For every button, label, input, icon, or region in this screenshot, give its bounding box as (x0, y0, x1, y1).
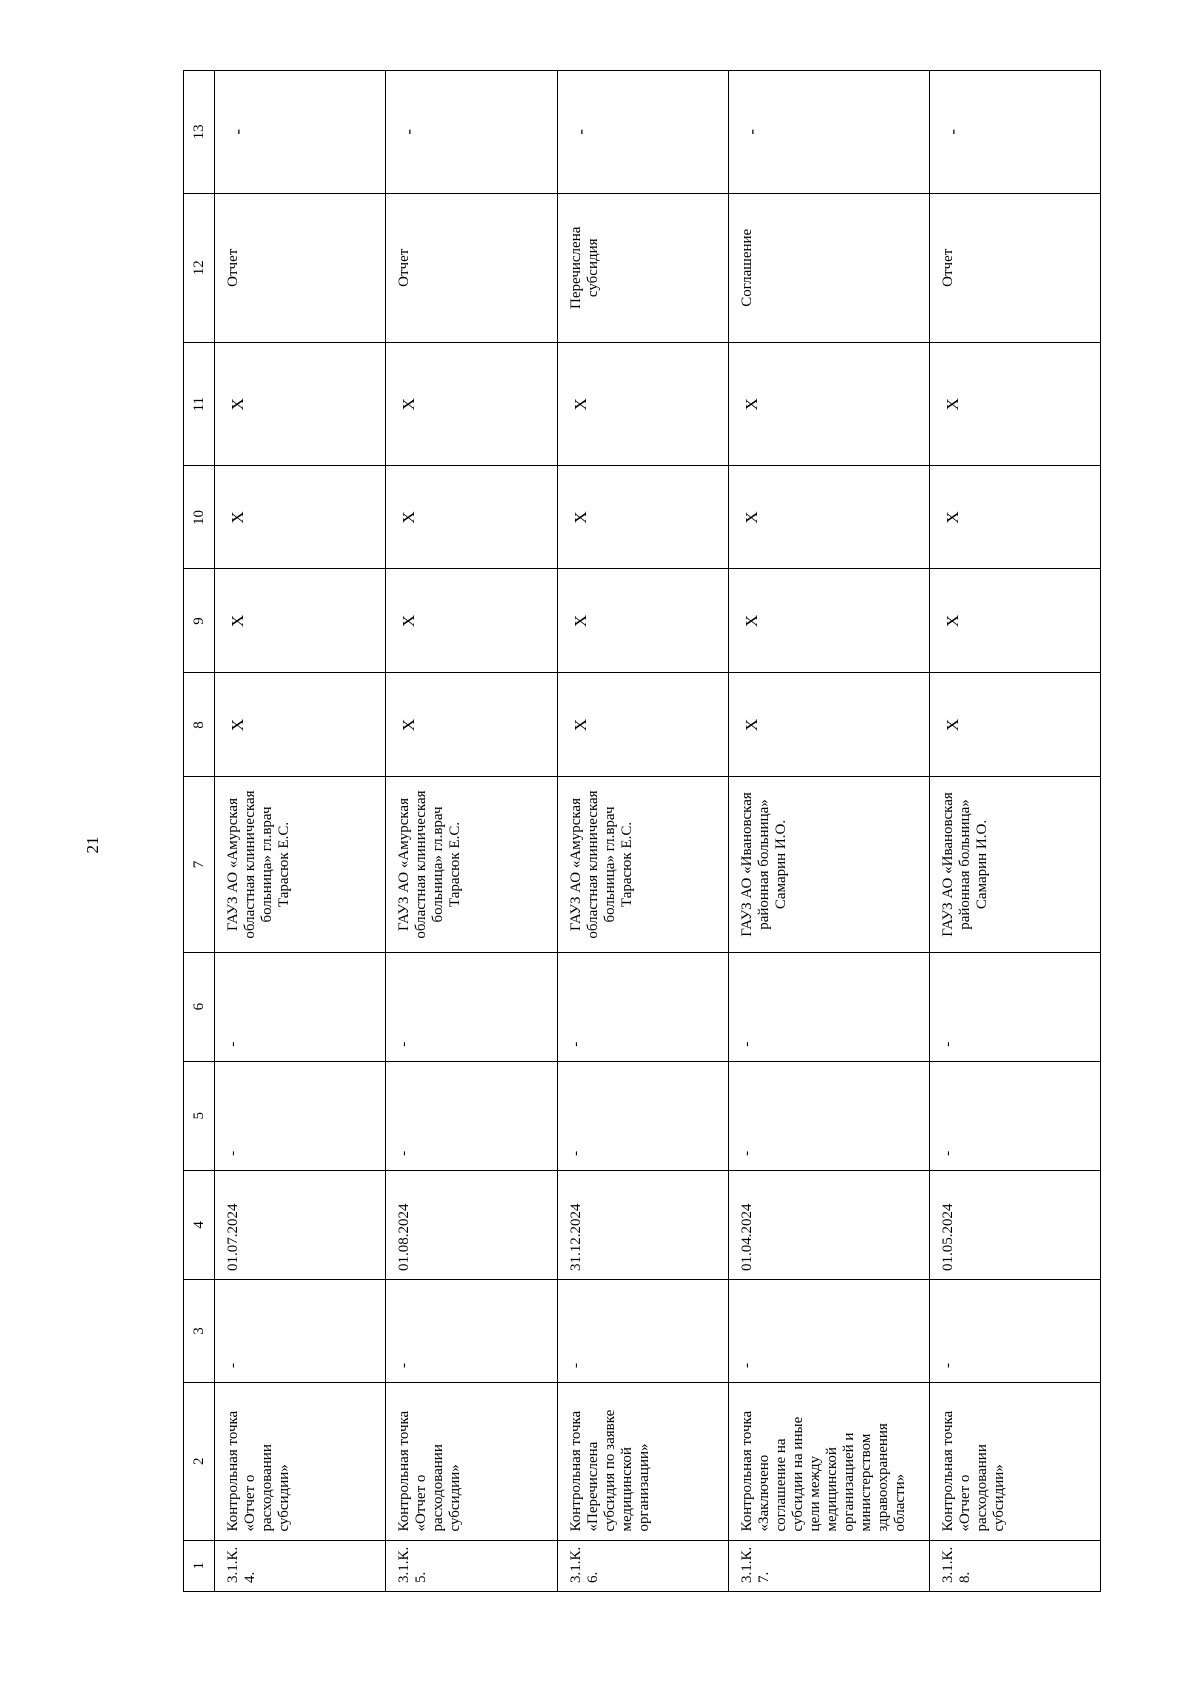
cell-name: Контрольная точка «Перечислена субсидия по заявке медицинской организации» (557, 1382, 728, 1540)
cell-col3: - (215, 1280, 386, 1383)
cell-col13: - (729, 71, 930, 194)
cell-col9: X (729, 569, 930, 673)
column-header-2: 2 (184, 1382, 215, 1540)
column-header-11: 11 (184, 342, 215, 466)
column-header-7: 7 (184, 777, 215, 952)
table-row (557, 71, 728, 1592)
column-header-3: 3 (184, 1280, 215, 1383)
cell-col5: - (386, 1061, 557, 1170)
cell-col6: - (557, 952, 728, 1061)
cell-responsible: ГАУЗ АО «Амурская областная клиническая больница» гл.врач Тарасюк Е.С. (215, 777, 386, 952)
cell-col3: - (729, 1280, 930, 1383)
cell-col5: - (215, 1061, 386, 1170)
cell-name: Контрольная точка «Отчет о расходовании субсидии» (215, 1382, 386, 1540)
cell-code: 3.1.К. 4. (215, 1540, 386, 1591)
column-header-5: 5 (184, 1061, 215, 1170)
cell-code: 3.1.К. 5. (386, 1540, 557, 1591)
cell-result: Отчет (929, 193, 1100, 342)
cell-col8: X (929, 673, 1100, 777)
column-header-6: 6 (184, 952, 215, 1061)
cell-name: Контрольная точка «Отчет о расходовании субсидии» (929, 1382, 1100, 1540)
cell-result: Отчет (386, 193, 557, 342)
cell-col11: X (929, 342, 1100, 466)
table-row (386, 71, 557, 1592)
table-row (215, 71, 386, 1592)
cell-col9: X (929, 569, 1100, 673)
column-header-8: 8 (184, 673, 215, 777)
cell-col10: X (929, 466, 1100, 569)
cell-col9: X (386, 569, 557, 673)
cell-responsible: ГАУЗ АО «Ивановская районная больница» Самарин И.О. (929, 777, 1100, 952)
column-header-12: 12 (184, 193, 215, 342)
cell-col3: - (557, 1280, 728, 1383)
cell-col6: - (386, 952, 557, 1061)
cell-col10: X (215, 466, 386, 569)
cell-responsible: ГАУЗ АО «Ивановская районная больница» Самарин И.О. (729, 777, 930, 952)
column-header-9: 9 (184, 569, 215, 673)
cell-code: 3.1.К. 8. (929, 1540, 1100, 1591)
cell-col10: X (729, 466, 930, 569)
cell-result: Перечислена субсидия (557, 193, 728, 342)
cell-col9: X (557, 569, 728, 673)
cell-code: 3.1.К. 6. (557, 1540, 728, 1591)
cell-col13: - (929, 71, 1100, 194)
cell-col8: X (557, 673, 728, 777)
cell-col11: X (386, 342, 557, 466)
cell-col3: - (386, 1280, 557, 1383)
cell-col5: - (729, 1061, 930, 1170)
cell-col8: X (729, 673, 930, 777)
cell-code: 3.1.К. 7. (729, 1540, 930, 1591)
cell-col11: X (215, 342, 386, 466)
column-header-4: 4 (184, 1170, 215, 1279)
column-header-13: 13 (184, 71, 215, 194)
cell-responsible: ГАУЗ АО «Амурская областная клиническая больница» гл.врач Тарасюк Е.С. (386, 777, 557, 952)
cell-col8: X (386, 673, 557, 777)
cell-col8: X (215, 673, 386, 777)
cell-result: Соглашение (729, 193, 930, 342)
cell-col6: - (929, 952, 1100, 1061)
cell-col11: X (729, 342, 930, 466)
cell-col13: - (557, 71, 728, 194)
cell-col3: - (929, 1280, 1100, 1383)
cell-col10: X (386, 466, 557, 569)
table-row (929, 71, 1100, 1592)
cell-responsible: ГАУЗ АО «Амурская областная клиническая больница» гл.врач Тарасюк Е.С. (557, 777, 728, 952)
cell-col6: - (729, 952, 930, 1061)
column-header-1: 1 (184, 1540, 215, 1591)
cell-date: 01.07.2024 (215, 1170, 386, 1279)
column-header-10: 10 (184, 466, 215, 569)
page-number: 21 (83, 836, 102, 854)
control-points-table (183, 70, 1101, 1592)
cell-col10: X (557, 466, 728, 569)
cell-col9: X (215, 569, 386, 673)
table-header-row (184, 71, 215, 1592)
cell-col5: - (557, 1061, 728, 1170)
cell-result: Отчет (215, 193, 386, 342)
cell-col6: - (215, 952, 386, 1061)
table-row (729, 71, 930, 1592)
cell-name: Контрольная точка «Отчет о расходовании субсидии» (386, 1382, 557, 1540)
cell-date: 31.12.2024 (557, 1170, 728, 1279)
cell-date: 01.08.2024 (386, 1170, 557, 1279)
cell-date: 01.05.2024 (929, 1170, 1100, 1279)
control-points-table-wrapper (183, 70, 1101, 1592)
cell-date: 01.04.2024 (729, 1170, 930, 1279)
cell-name: Контрольная точка «Заключено соглашение на субсидии на иные цели между медицинской организацией и министерством здравоохранения области» (729, 1382, 930, 1540)
cell-col5: - (929, 1061, 1100, 1170)
cell-col13: - (215, 71, 386, 194)
cell-col11: X (557, 342, 728, 466)
cell-col13: - (386, 71, 557, 194)
